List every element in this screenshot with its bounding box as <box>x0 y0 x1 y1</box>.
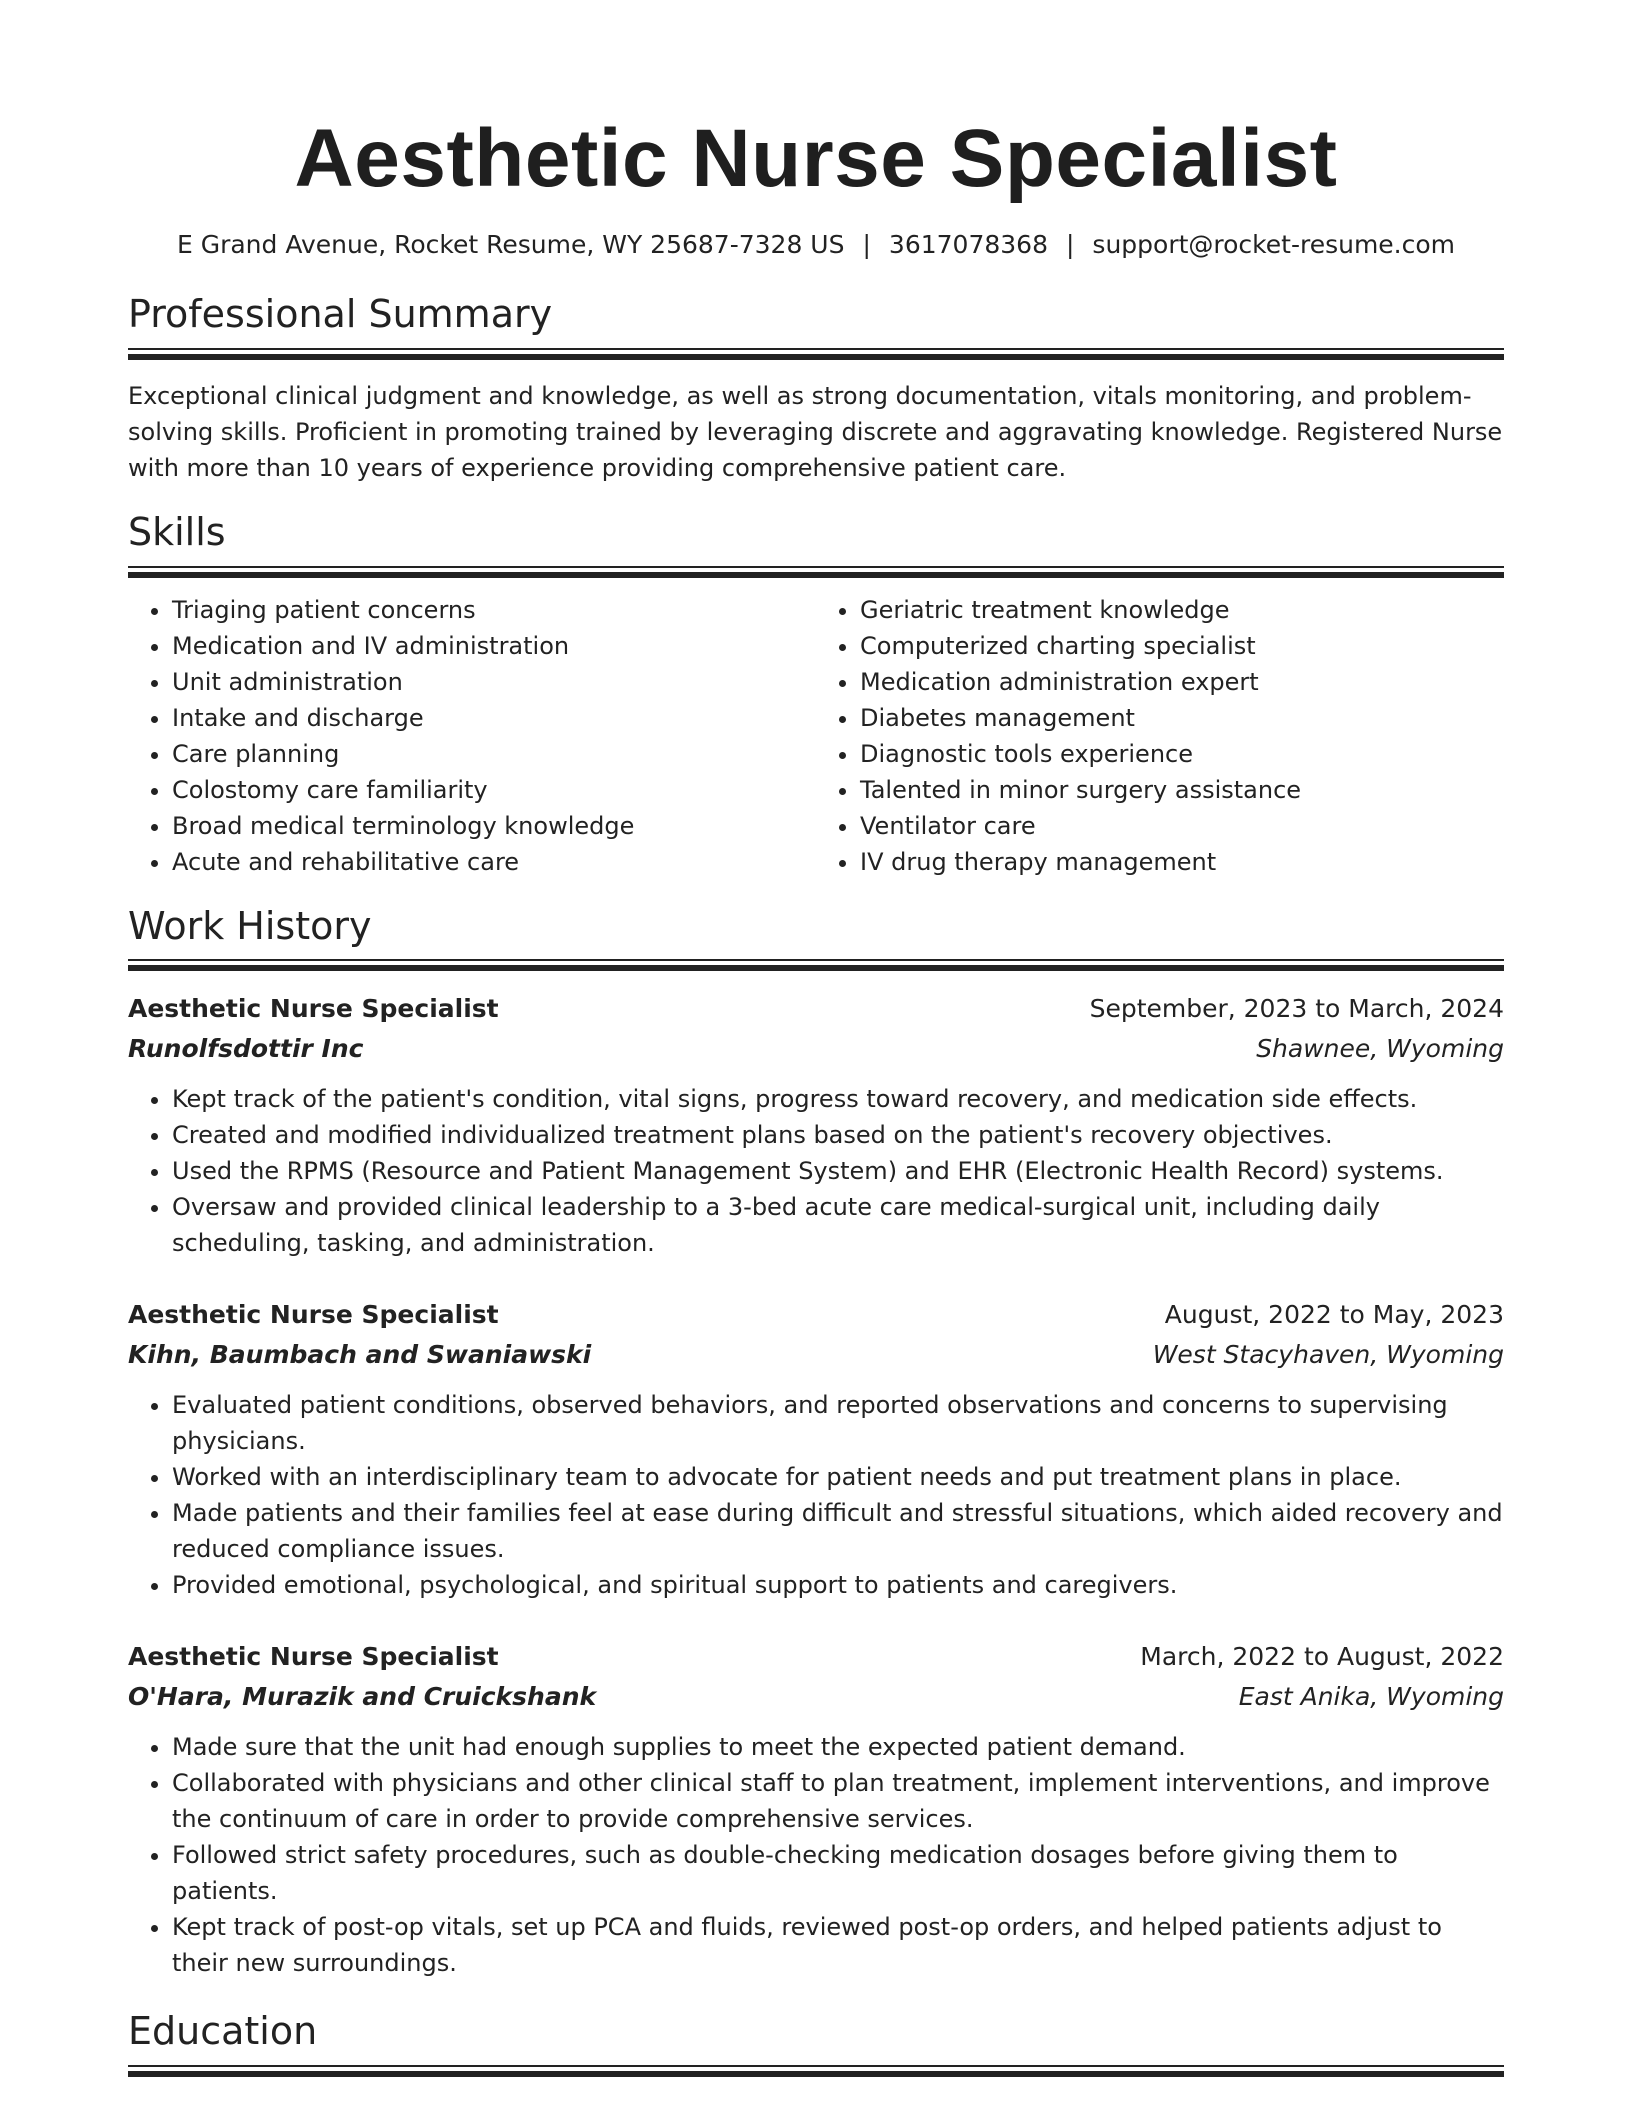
section-title-work-history: Work History <box>128 903 372 948</box>
job-company-row <box>128 1677 1504 1717</box>
job-bullets <box>128 1729 1504 1981</box>
section-divider <box>128 959 1504 971</box>
work-history-section <box>128 903 1504 1982</box>
job-bullets <box>128 1081 1504 1261</box>
job-bullet: • Provided emotional, psychological, and spiritual support to patients and caregivers. <box>172 1567 1504 1603</box>
job-bullet: • Created and modified individualized treatment plans based on the patient's recovery objectives. <box>172 1117 1504 1153</box>
skill-item: • Talented in minor surgery assistance <box>860 772 1504 808</box>
job-bullet: • Worked with an interdisciplinary team to advocate for patient needs and put treatment plans in place. <box>172 1459 1504 1495</box>
skill-item: • Unit administration <box>172 664 816 700</box>
skills-list-left <box>128 592 816 880</box>
job-location: East Anika, Wyoming <box>1238 1682 1504 1712</box>
job-company-row <box>128 1029 1504 1069</box>
section-title-skills: Skills <box>128 509 226 554</box>
contact-address: E Grand Avenue, Rocket Resume, WY 25687-7328 US <box>176 230 845 259</box>
job-company: Kihn, Baumbach and Swaniawski <box>128 1340 592 1370</box>
skill-item: • Colostomy care familiarity <box>172 772 816 808</box>
skill-item: • Triaging patient concerns <box>172 592 816 628</box>
skill-item: • IV drug therapy management <box>860 844 1504 880</box>
skill-item: • Medication administration expert <box>860 664 1504 700</box>
job-title-row <box>128 989 1504 1029</box>
job-location: Shawnee, Wyoming <box>1256 1034 1504 1064</box>
job-dates: August, 2022 to May, 2023 <box>1164 1300 1504 1330</box>
skills-columns <box>128 592 1504 880</box>
skill-item: • Computerized charting specialist <box>860 628 1504 664</box>
job-bullet: • Followed strict safety procedures, such as double-checking medication dosages before giving them to patients. <box>172 1837 1504 1909</box>
summary-section <box>128 294 1504 486</box>
skills-list-right <box>816 592 1504 880</box>
job-bullet: • Evaluated patient conditions, observed behaviors, and reported observations and concerns to supervising physicians. <box>172 1387 1504 1459</box>
job-bullet: • Made sure that the unit had enough supplies to meet the expected patient demand. <box>172 1729 1504 1765</box>
job-company: O'Hara, Murazik and Cruickshank <box>128 1682 597 1712</box>
contact-separator: | <box>862 230 871 259</box>
section-title-summary: Professional Summary <box>128 292 553 336</box>
contact-email: support@rocket-resume.com <box>1092 230 1456 259</box>
job-bullet: • Used the RPMS (Resource and Patient Management System) and EHR (Electronic Health Record) systems. <box>172 1153 1504 1189</box>
job-company: Runolfsdottir Inc <box>128 1034 364 1064</box>
job-entry <box>128 989 1504 1261</box>
job-entry <box>128 1637 1504 1981</box>
skill-item: • Broad medical terminology knowledge <box>172 808 816 844</box>
skill-item: • Diagnostic tools experience <box>860 736 1504 772</box>
skill-item: • Geriatric treatment knowledge <box>860 592 1504 628</box>
section-divider <box>128 348 1504 360</box>
job-dates: March, 2022 to August, 2022 <box>1140 1642 1504 1672</box>
job-entry <box>128 1295 1504 1603</box>
skill-item: • Intake and discharge <box>172 700 816 736</box>
job-bullet: • Kept track of post-op vitals, set up PCA and fluids, reviewed post-op orders, and helped patients adjust to their new surroundings. <box>172 1909 1504 1981</box>
job-title: Aesthetic Nurse Specialist <box>128 1642 499 1672</box>
skill-item: • Diabetes management <box>860 700 1504 736</box>
job-title: Aesthetic Nurse Specialist <box>128 994 499 1024</box>
job-bullets <box>128 1387 1504 1603</box>
contact-phone: 3617078368 <box>888 230 1048 259</box>
section-title-education: Education <box>128 2009 318 2054</box>
job-bullet: • Collaborated with physicians and other clinical staff to plan treatment, implement interventions, and improve the continuum of care in order to provide comprehensive services. <box>172 1765 1504 1837</box>
candidate-name: Aesthetic Nurse Specialist <box>294 113 1338 204</box>
skills-section <box>128 509 1504 880</box>
contact-separator: | <box>1065 230 1075 259</box>
resume-header <box>128 113 1504 260</box>
job-bullet: • Kept track of the patient's condition, vital signs, progress toward recovery, and medication side effects. <box>172 1081 1504 1117</box>
job-bullet: • Made patients and their families feel at ease during difficult and stressful situations, which aided recovery and reduced compliance issues. <box>172 1495 1504 1567</box>
job-title: Aesthetic Nurse Specialist <box>128 1300 499 1330</box>
skill-item: • Care planning <box>172 736 816 772</box>
skill-item: • Medication and IV administration <box>172 628 816 664</box>
job-dates: September, 2023 to March, 2024 <box>1089 994 1504 1024</box>
job-title-row <box>128 1637 1504 1677</box>
contact-line <box>128 230 1504 260</box>
education-section <box>128 2011 1504 2077</box>
job-title-row <box>128 1295 1504 1335</box>
job-company-row <box>128 1335 1504 1375</box>
job-location: West Stacyhaven, Wyoming <box>1152 1340 1504 1370</box>
summary-text: Exceptional clinical judgment and knowledge, as well as strong documentation, vitals monitoring, and problem-solving skills. Proficient in promoting trained by leveraging discrete and aggravating knowledge. Registered Nurse with more than 10 years of experience providing comprehensive patient care. <box>128 381 1503 482</box>
skill-item: • Ventilator care <box>860 808 1504 844</box>
section-divider <box>128 2065 1504 2077</box>
skill-item: • Acute and rehabilitative care <box>172 844 816 880</box>
job-bullet: • Oversaw and provided clinical leadership to a 3-bed acute care medical-surgical unit, including daily scheduling, tasking, and administration. <box>172 1189 1504 1261</box>
section-divider <box>128 566 1504 578</box>
